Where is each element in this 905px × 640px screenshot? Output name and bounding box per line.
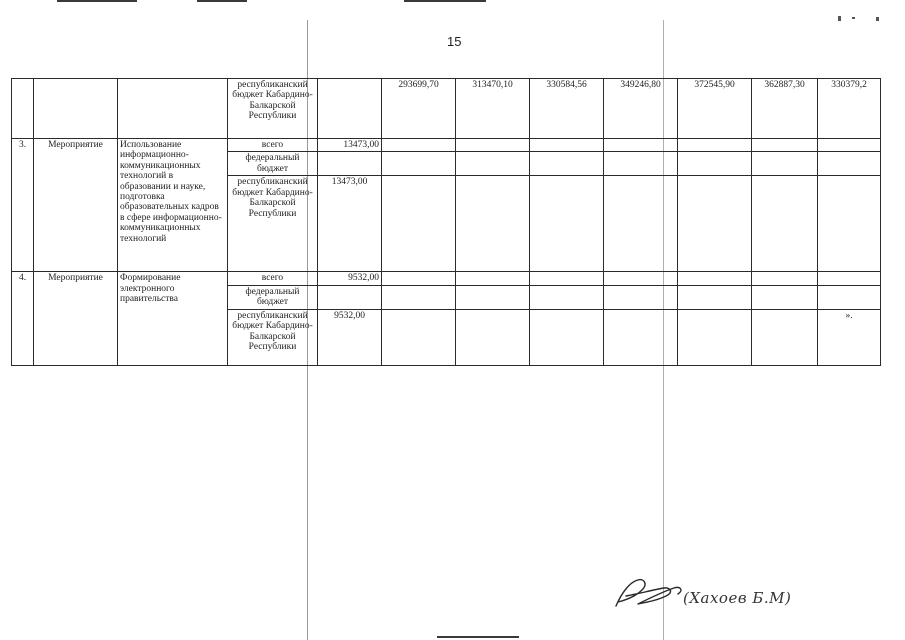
cell-empty	[456, 152, 530, 176]
signature-name: (Хахоев Б.М)	[683, 589, 792, 607]
cell-empty	[752, 152, 818, 176]
scan-mark	[197, 0, 247, 2]
signature-scribble	[608, 572, 688, 612]
scan-dot	[852, 17, 855, 19]
total-cell	[318, 152, 382, 176]
cell-empty	[678, 152, 752, 176]
event-number: 4.	[12, 272, 34, 365]
cell-empty	[530, 139, 604, 152]
table-row	[12, 272, 881, 285]
page-number: 15	[447, 34, 462, 49]
funding-source-cell: федеральный бюджет	[228, 285, 318, 309]
cell-empty	[318, 79, 382, 139]
funding-source-cell: федеральный бюджет	[228, 152, 318, 176]
cell-empty	[678, 285, 752, 309]
cell-empty	[530, 176, 604, 272]
value-cell: 313470,10	[456, 79, 530, 139]
cell-empty	[382, 309, 456, 365]
cell-empty	[456, 285, 530, 309]
cell-empty	[752, 285, 818, 309]
value-cell: 330584,56	[530, 79, 604, 139]
funding-source-cell: республиканский бюджет Кабардино-Балкарской Республики	[228, 309, 318, 365]
cell-empty	[818, 176, 881, 272]
cell-empty	[818, 272, 881, 285]
event-type: Мероприятие	[34, 139, 118, 272]
cell-empty	[456, 272, 530, 285]
cell-empty	[604, 176, 678, 272]
budget-table	[11, 78, 881, 366]
value-cell: 362887,30	[752, 79, 818, 139]
cell-empty	[456, 176, 530, 272]
total-cell: 9532,00	[318, 272, 382, 285]
cell-empty	[752, 176, 818, 272]
total-cell: 9532,00	[318, 309, 382, 365]
cell-empty	[678, 139, 752, 152]
value-cell: 293699,70	[382, 79, 456, 139]
cell-empty	[382, 176, 456, 272]
cell-empty	[678, 176, 752, 272]
scan-mark	[404, 0, 486, 2]
cell-empty	[678, 272, 752, 285]
event-name: Формирование электронного правительства	[118, 272, 228, 365]
cell-empty	[818, 139, 881, 152]
funding-source-cell: республиканский бюджет Кабардино-Балкарской Республики	[228, 176, 318, 272]
funding-source-cell: республиканский бюджет Кабардино-Балкарской Республики	[228, 79, 318, 139]
cell-empty	[752, 139, 818, 152]
cell-empty	[382, 272, 456, 285]
table-row	[12, 79, 881, 139]
event-name: Использование информационно-коммуникационных технологий в образовании и науке, подготовка образовательных кадров в сфере информационно-коммуникационных технологий	[118, 139, 228, 272]
event-number: 3.	[12, 139, 34, 272]
cell-empty	[382, 152, 456, 176]
cell-empty	[12, 79, 34, 139]
value-cell: 330379,2	[818, 79, 881, 139]
value-cell: 349246,80	[604, 79, 678, 139]
cell-empty	[678, 309, 752, 365]
closing-quote: ».	[818, 309, 881, 365]
scan-mark	[437, 636, 519, 638]
cell-empty	[530, 272, 604, 285]
cell-empty	[382, 139, 456, 152]
total-cell	[318, 285, 382, 309]
funding-source-cell: всего	[228, 272, 318, 285]
scan-dot	[876, 17, 879, 21]
cell-empty	[818, 285, 881, 309]
cell-empty	[604, 285, 678, 309]
cell-empty	[118, 79, 228, 139]
cell-empty	[604, 139, 678, 152]
cell-empty	[530, 285, 604, 309]
total-cell: 13473,00	[318, 176, 382, 272]
cell-empty	[752, 309, 818, 365]
scan-mark	[57, 0, 137, 2]
cell-empty	[818, 152, 881, 176]
cell-empty	[530, 152, 604, 176]
event-type: Мероприятие	[34, 272, 118, 365]
cell-empty	[456, 309, 530, 365]
value-cell: 372545,90	[678, 79, 752, 139]
table-row	[12, 139, 881, 152]
cell-empty	[34, 79, 118, 139]
cell-empty	[456, 139, 530, 152]
cell-empty	[530, 309, 604, 365]
cell-empty	[752, 272, 818, 285]
cell-empty	[604, 272, 678, 285]
cell-empty	[604, 309, 678, 365]
scan-dot	[838, 16, 841, 21]
funding-source-cell: всего	[228, 139, 318, 152]
cell-empty	[382, 285, 456, 309]
cell-empty	[604, 152, 678, 176]
total-cell: 13473,00	[318, 139, 382, 152]
